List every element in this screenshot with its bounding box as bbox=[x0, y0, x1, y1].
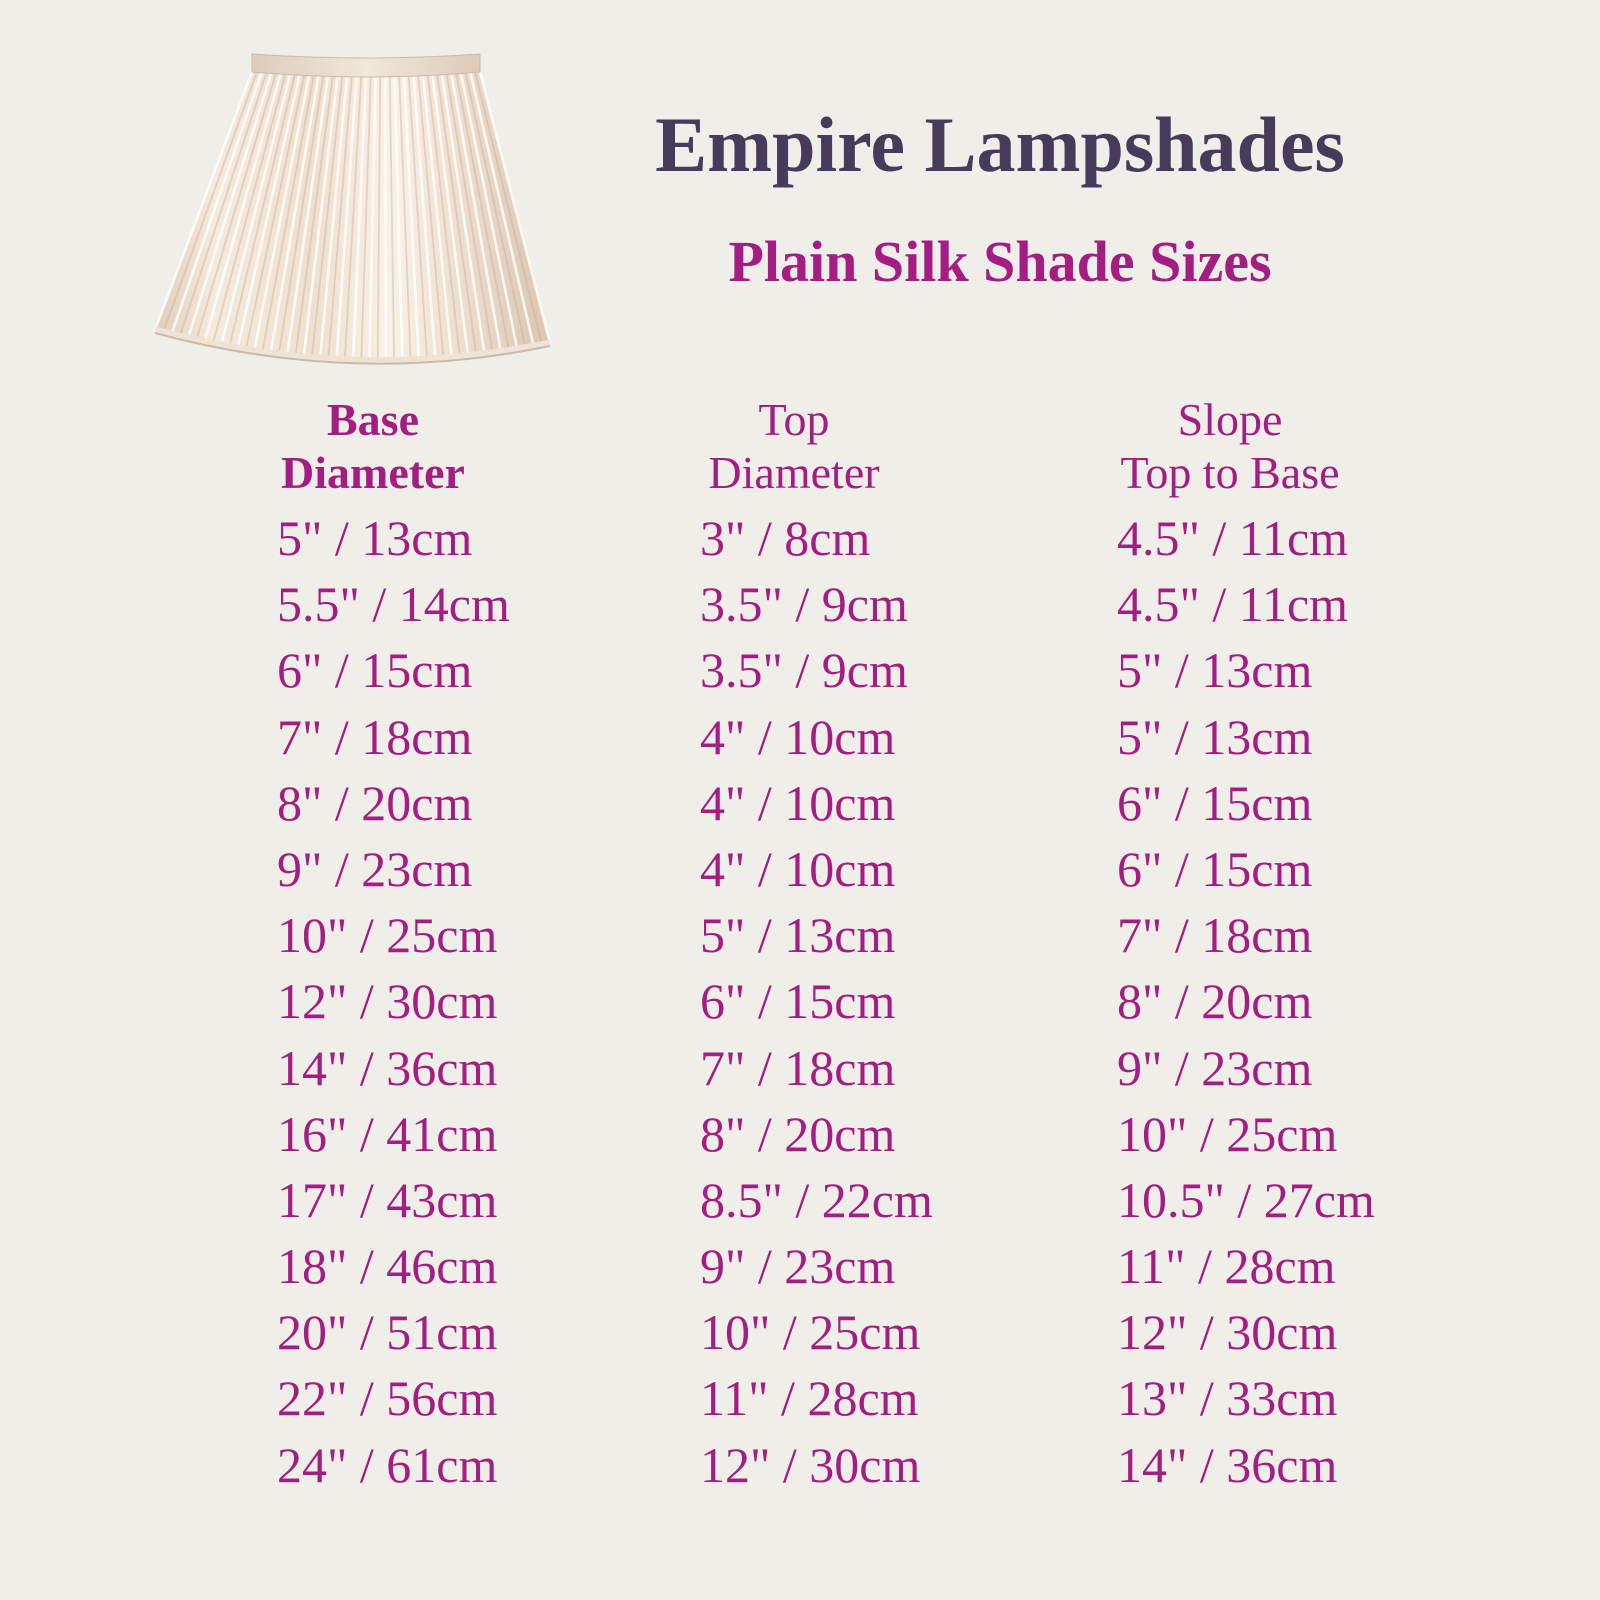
size-value: 12" / 30cm bbox=[1117, 1304, 1338, 1361]
column-header-line: Base bbox=[326, 394, 419, 445]
size-value: 17" / 43cm bbox=[277, 1171, 498, 1228]
size-value: 22" / 56cm bbox=[277, 1370, 498, 1427]
size-value: 16" / 41cm bbox=[277, 1105, 498, 1162]
size-value: 5" / 13cm bbox=[1117, 708, 1313, 765]
size-value: 12" / 30cm bbox=[700, 1436, 921, 1493]
size-value: 13" / 33cm bbox=[1117, 1370, 1338, 1427]
size-value: 7" / 18cm bbox=[700, 1039, 896, 1096]
size-value: 10.5" / 27cm bbox=[1117, 1171, 1375, 1228]
size-value: 8" / 20cm bbox=[700, 1105, 896, 1162]
size-value: 10" / 25cm bbox=[700, 1304, 921, 1361]
size-value: 5" / 13cm bbox=[700, 907, 896, 964]
size-value: 3" / 8cm bbox=[700, 510, 871, 566]
lampshade-top-rim bbox=[252, 54, 480, 77]
size-value: 6" / 15cm bbox=[700, 973, 896, 1030]
size-value: 5.5" / 14cm bbox=[277, 576, 510, 633]
column-header-line: Diameter bbox=[281, 447, 465, 498]
size-value: 9" / 23cm bbox=[1117, 1039, 1313, 1096]
size-value: 14" / 36cm bbox=[1117, 1436, 1338, 1493]
size-value: 11" / 28cm bbox=[1117, 1238, 1336, 1295]
column-header-line: Slope bbox=[1177, 394, 1283, 445]
size-value: 6" / 15cm bbox=[277, 642, 473, 699]
size-value: 8" / 20cm bbox=[1117, 973, 1313, 1030]
size-value: 8.5" / 22cm bbox=[700, 1171, 933, 1228]
size-value: 9" / 23cm bbox=[700, 1238, 896, 1295]
column-header-top-diameter bbox=[708, 393, 879, 499]
size-value: 4.5" / 11cm bbox=[1117, 576, 1349, 633]
top-diameter-values bbox=[700, 505, 933, 1498]
size-value: 11" / 28cm bbox=[700, 1370, 919, 1427]
poster-subtitle: Plain Silk Shade Sizes bbox=[728, 229, 1272, 294]
brand-title: Empire Lampshades bbox=[655, 101, 1345, 188]
size-value: 4" / 10cm bbox=[700, 774, 896, 831]
size-value: 18" / 46cm bbox=[277, 1238, 498, 1295]
size-value: 5" / 13cm bbox=[1117, 642, 1313, 699]
size-value: 14" / 36cm bbox=[277, 1039, 498, 1096]
size-value: 8" / 20cm bbox=[277, 774, 473, 831]
lampshade-photo bbox=[140, 40, 570, 370]
size-value: 4.5" / 11cm bbox=[1117, 510, 1349, 566]
size-value: 3.5" / 9cm bbox=[700, 642, 908, 699]
column-header-base-diameter bbox=[281, 393, 465, 499]
slope-values bbox=[1117, 505, 1375, 1498]
size-value: 12" / 30cm bbox=[277, 973, 498, 1030]
size-value: 5" / 13cm bbox=[277, 510, 473, 566]
column-header-line: Diameter bbox=[708, 447, 880, 498]
column-header-slope bbox=[1120, 393, 1339, 499]
size-value: 24" / 61cm bbox=[277, 1436, 498, 1493]
column-header-line: Top to Base bbox=[1120, 447, 1340, 498]
base-diameter-values bbox=[277, 505, 510, 1498]
size-value: 7" / 18cm bbox=[277, 708, 473, 765]
size-value: 6" / 15cm bbox=[1117, 840, 1313, 897]
column-header-line: Top bbox=[758, 394, 830, 445]
size-value: 9" / 23cm bbox=[277, 840, 473, 897]
size-value: 7" / 18cm bbox=[1117, 907, 1313, 964]
size-value: 4" / 10cm bbox=[700, 840, 896, 897]
size-value: 20" / 51cm bbox=[277, 1304, 498, 1361]
size-value: 4" / 10cm bbox=[700, 708, 896, 765]
size-value: 6" / 15cm bbox=[1117, 774, 1313, 831]
size-value: 3.5" / 9cm bbox=[700, 576, 908, 633]
size-value: 10" / 25cm bbox=[277, 907, 498, 964]
size-value: 10" / 25cm bbox=[1117, 1105, 1338, 1162]
